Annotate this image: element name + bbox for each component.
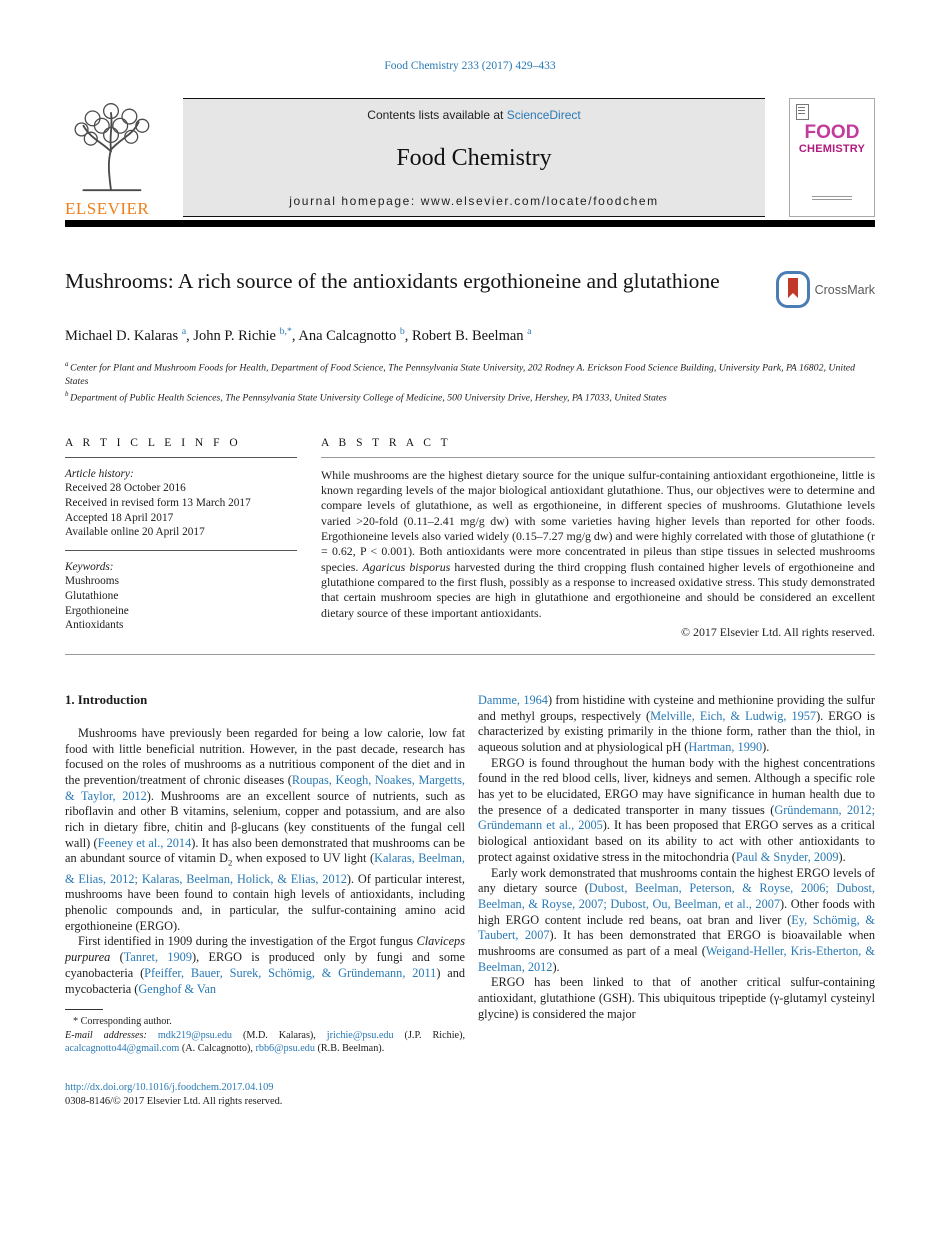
elsevier-logo[interactable] bbox=[65, 98, 183, 217]
author-list: Michael D. Kalaras $^a$, John P. Richie $^{b,*}$, Ana Calcagnotto $^b$, Robert B. Beelman $^a$ bbox=[65, 326, 532, 344]
journal-header-banner bbox=[65, 98, 875, 217]
crossmark-label: CrossMark bbox=[814, 282, 875, 297]
email-addresses: E-mail addresses: mdk219@psu.edu (M.D. Kalaras), jrichie@psu.edu (J.P. Richie), acalcagnotto44@gmail.com (A. Calcagnotto), rbb6@psu.edu (R.B. Beelman). bbox=[65, 1029, 466, 1055]
keyword: Mushrooms bbox=[65, 575, 119, 588]
cover-title-chemistry: CHEMISTRY bbox=[798, 143, 866, 155]
journal-title: Food Chemistry bbox=[396, 144, 552, 171]
section-divider bbox=[65, 654, 875, 655]
keyword: Antioxidants bbox=[65, 619, 124, 632]
affiliation-b: $^b$ Department of Public Health Sciences, The Pennsylvania State University College of Medicine, 500 University Drive, Hershey, PA 17033, United States bbox=[65, 391, 667, 404]
article-info-heading: A R T I C L E I N F O bbox=[65, 436, 242, 449]
article-info-section bbox=[65, 437, 297, 640]
intro-paragraph: Early work demonstrated that mushrooms contain the highest ERGO levels of any dietary source (Dubost, Beelman, Peterson, & Royse, 2006; Dubost, Beelman, & Royse, 2007; Dubost, Ou, Beelman, et al., 2007). Other foods with high ERGO content include red beans, oat bran and liver (Ey, Schömig, & Taubert, 2007). It has been demonstrated that ERGO is bioavailable when mushrooms are consumed as part of a meal (Weigand-Heller, Kris-Etherton, & Beelman, 2012). bbox=[478, 865, 876, 974]
contents-line: Contents lists available at ScienceDirect bbox=[367, 108, 581, 122]
history-online: Available online 20 April 2017 bbox=[65, 526, 205, 539]
cover-fineprint bbox=[812, 194, 852, 200]
elsevier-wordmark: ELSEVIER bbox=[65, 199, 150, 218]
journal-citation-link[interactable]: Food Chemistry 233 (2017) 429–433 bbox=[384, 60, 556, 72]
keyword: Ergothioneine bbox=[65, 604, 129, 617]
journal-cover-thumbnail[interactable] bbox=[789, 98, 875, 217]
intro-paragraph: First identified in 1909 during the investigation of the Ergot fungus Claviceps purpurea (Tanret, 1909), ERGO is produced only by fungi and some cyanobacteria (Pfeiffer, Bauer, Surek, Schömig, & Gründemann, 2011) and mycobacteria (Genghof & Van bbox=[65, 934, 465, 996]
footer bbox=[65, 1082, 465, 1107]
abstract-rule bbox=[321, 457, 875, 458]
header-divider-bar bbox=[65, 220, 875, 227]
cover-title-food: FOOD bbox=[804, 122, 860, 143]
footnote bbox=[65, 1009, 465, 1056]
crossmark-badge[interactable] bbox=[776, 271, 875, 308]
crossmark-icon bbox=[776, 271, 810, 308]
body-column-left bbox=[65, 693, 465, 1107]
abstract-heading: A B S T R A C T bbox=[321, 436, 452, 449]
abstract-section bbox=[321, 437, 875, 640]
article-history-label: Article history: bbox=[65, 467, 134, 480]
doi-link[interactable]: http://dx.doi.org/10.1016/j.foodchem.2017.04.109 bbox=[65, 1081, 274, 1093]
history-revised: Received in revised form 13 March 2017 bbox=[65, 497, 251, 510]
keyword: Glutathione bbox=[65, 590, 119, 603]
keywords-label: Keywords: bbox=[65, 560, 114, 573]
keywords-rule bbox=[65, 550, 297, 551]
sciencedirect-link[interactable]: ScienceDirect bbox=[506, 108, 581, 122]
issn-copyright-line: 0308-8146/© 2017 Elsevier Ltd. All rights reserved. bbox=[65, 1095, 283, 1107]
corresponding-author-note: * Corresponding author. bbox=[73, 1016, 172, 1028]
footnote-rule bbox=[65, 1009, 103, 1010]
elsevier-tree-icon bbox=[65, 98, 157, 194]
article-info-rule bbox=[65, 457, 297, 458]
affiliation-a: $^a$ Center for Plant and Mushroom Foods for Health, Department of Food Science, The Pennsylvania State University, 202 Rodney A. Erickson Food Science Building, University Park, PA 16802, United States bbox=[65, 360, 856, 387]
journal-homepage-link[interactable]: journal homepage: www.elsevier.com/locate/foodchem bbox=[289, 194, 659, 208]
intro-paragraph: ERGO has been linked to that of another critical sulfur-containing antioxidant, glutathione (GSH). This ubiquitous tripeptide (γ-glutamyl cysteinyl glycine) is considered the major bbox=[478, 975, 875, 1021]
banner bbox=[183, 98, 765, 217]
intro-paragraph: Damme, 1964) from histidine with cysteine and methionine providing the sulfur and methyl groups, respectively (Melville, Eich, & Ludwig, 1957). ERGO is characterized by existing primarily in the thione form, rather than the thiol, in aqueous solution and at physiological pH (Hartman, 1990). bbox=[478, 692, 876, 754]
abstract-text: While mushrooms are the highest dietary source for the unique sulfur-containing antioxidant ergothioneine, little is known regarding levels of the major biological antioxidant glutathione. Thus, our objectives were to determine and compare levels of glutathione, as well as ergothioneine, in different species of mushrooms. Glutathione levels varied >20-fold (0.11–2.41 mg/g dw) with some varieties having higher levels than reported for other foods. Ergothioneine levels also varied widely (0.15–7.27 mg/g dw) and were highly correlated with those of glutathione (r = 0.62, P < 0.001). Both antioxidants were more concentrated in pileus than stipe tissues in selected mushrooms species. Agaricus bisporus harvested during the third cropping flush contained higher levels of ergothioneine and glutathione compared to the first flush, possibly as a response to increased oxidative stress. This study demonstrated that certain mushroom species are high in glutathione and ergothioneine and should be considered an excellent dietary source of these important antioxidants. bbox=[321, 467, 875, 620]
intro-paragraph: Mushrooms have previously been regarded for being a low calorie, low fat food with little beneficial nutrition. However, in the past decade, research has focused on the roles of mushrooms as a nutritious component of the diet and in the prevention/treatment of chronic diseases (Roupas, Keogh, Noakes, Margetts, & Taylor, 2012). Mushrooms are an excellent source of nutrients, such as riboflavin and other B vitamins, selenium, copper and potassium, and are also rich in dietary fibre, chitin and β-glucans (key constituents of the fungal cell wall) (Feeney et al., 2014). It has also been demonstrated that mushrooms can be an abundant source of vitamin $D_2$ when exposed to UV light (Kalaras, Beelman, & Elias, 2012; Kalaras, Beelman, Holick, & Elias, 2012). Of particular interest, mushrooms have been found to contain high levels of antioxidants, including phenolic compounds and, in particular, the sulfur-containing amino acid ergothioneine (ERGO). bbox=[65, 725, 466, 933]
body-column-right bbox=[478, 693, 875, 1107]
cover-publisher-icon bbox=[796, 104, 809, 120]
history-accepted: Accepted 18 April 2017 bbox=[65, 511, 174, 524]
history-received: Received 28 October 2016 bbox=[65, 482, 186, 495]
introduction-heading: 1. Introduction bbox=[65, 692, 148, 707]
affiliations bbox=[65, 358, 875, 405]
intro-paragraph: ERGO is found throughout the human body with the highest concentrations found in the red blood cells, liver, kidneys and semen. Although a specific role has yet to be elucidated, ERGO may have significance in human health due to the presence of a dedicated transporter in many tissues (Gründemann, 2012; Gründemann et al., 2005). It has been proposed that ERGO serves as a critical biological antioxidant based on its ability to act with other antioxidants to protect against oxidative stress in the mitochondria (Paul & Snyder, 2009). bbox=[478, 755, 875, 864]
abstract-copyright: © 2017 Elsevier Ltd. All rights reserved. bbox=[681, 624, 875, 639]
article-title: Mushrooms: A rich source of the antioxidants ergothioneine and glutathione bbox=[65, 269, 720, 293]
